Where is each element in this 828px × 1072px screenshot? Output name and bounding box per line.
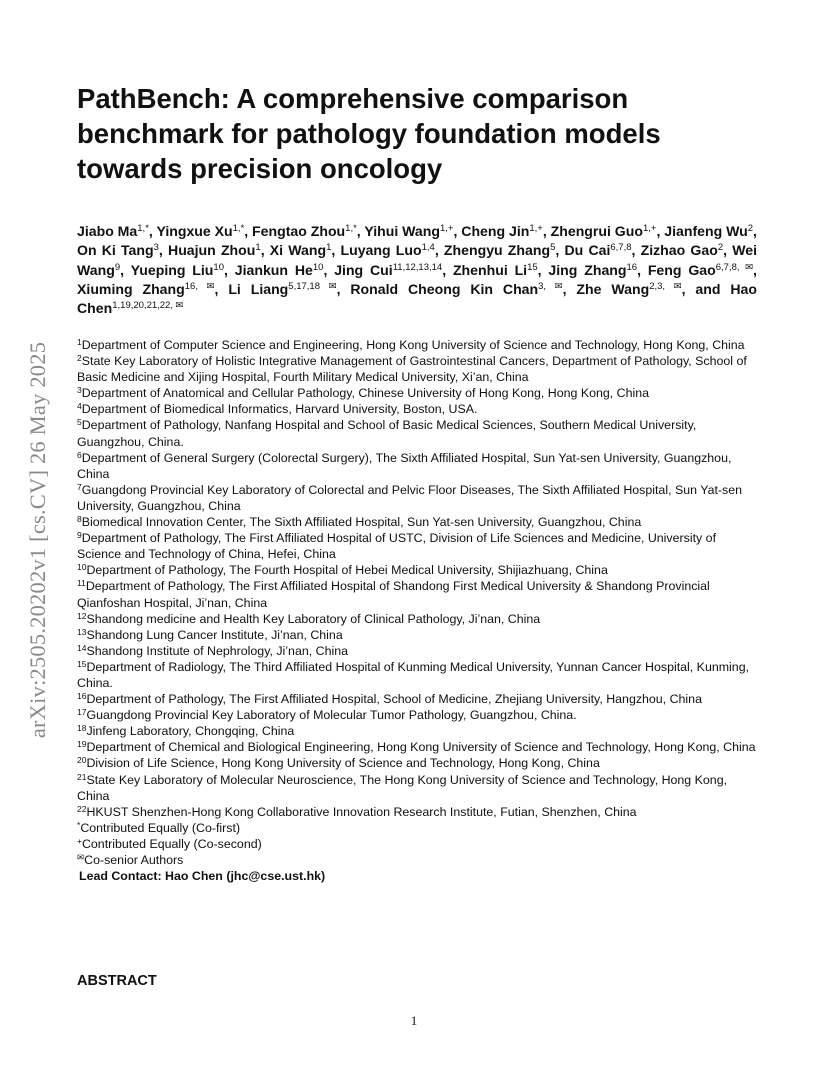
author-affiliation-marker: 6,7,8 [610, 242, 632, 254]
abstract-heading: ABSTRACT [77, 973, 157, 989]
affiliation-item [77, 772, 757, 804]
author-affiliation-marker: 1 [326, 242, 332, 254]
affiliation-marker: 1 [77, 337, 82, 347]
author-name: Jiankun He [234, 261, 313, 278]
author [131, 262, 224, 278]
author [156, 223, 244, 239]
author-name: Wei Wang [77, 242, 758, 278]
affiliation-marker: 20 [77, 755, 87, 766]
affiliation-text: State Key Laboratory of Molecular Neuroscience, The Hong Kong University of Science and Technology, Hong Kong, China [77, 772, 728, 803]
author-name: Hao Chen [77, 280, 757, 317]
affiliation-item [77, 739, 757, 755]
affiliation-text: Department of Pathology, The Fourth Hospital of Hebei Medical University, Shijiazhuang, China [86, 563, 608, 578]
author [461, 223, 543, 239]
affiliation-list [77, 337, 757, 884]
author-name: Ronald Cheong Kin Chan [350, 280, 539, 297]
author [453, 262, 538, 278]
affiliation-item [77, 836, 757, 852]
author [548, 262, 637, 278]
author-affiliation-marker: 16, ✉ [184, 280, 215, 292]
author-name: Zhengrui Guo [550, 223, 643, 239]
affiliation-marker: 13 [77, 626, 87, 637]
author-name: Yueping Liu [130, 261, 214, 278]
affiliation-text: State Key Laboratory of Holistic Integrative Management of Gastrointestinal Cancers, Department of Pathology, School of Basic Medicine and Xijing Hospital, Fourth Military Medical University, Xi’an, China [77, 354, 747, 385]
affiliation-text: Shandong Lung Cancer Institute, Ji’nan, China [86, 627, 343, 642]
author-affiliation-marker: 2,3, ✉ [649, 280, 682, 292]
affiliation-item [77, 514, 757, 530]
author-name: Jianfeng Wu [664, 223, 748, 239]
affiliation-text: Department of Pathology, Nanfang Hospital and School of Basic Medical Sciences, Southern Medical University, Guangzhou, China. [77, 418, 697, 449]
affiliation-marker: ✉ [77, 852, 85, 862]
affiliation-text: Contributed Equally (Co-first) [80, 820, 241, 835]
author-affiliation-marker: 1,4 [421, 242, 435, 254]
affiliation-text: Co-senior Authors [84, 853, 184, 867]
author [564, 242, 631, 258]
affiliation-marker: 22 [77, 803, 87, 814]
author-name: Huajun Zhou [168, 242, 256, 259]
affiliation-item [77, 852, 757, 868]
arxiv-identifier-text: arXiv:2505.20202v1 [cs.CV] 26 May 2025 [25, 341, 50, 739]
author-affiliation-marker: 15 [527, 261, 538, 273]
affiliation-text: Department of Pathology, The First Affiliated Hospital of USTC, Division of Life Sciences and Medicine, University of Science and Technology of China, Hefei, China [77, 531, 717, 562]
author-affiliation-marker: 3 [153, 242, 159, 254]
author-name: Zhenhui Li [452, 261, 528, 278]
affiliation-marker: 2 [77, 353, 82, 364]
author-name: Jing Cui [334, 261, 393, 278]
affiliation-item [77, 578, 757, 610]
affiliation-marker: * [77, 819, 81, 830]
affiliation-text: Department of Chemical and Biological Engineering, Hong Kong University of Science and Technology, Hong Kong, China [86, 740, 756, 755]
affiliation-marker: 21 [77, 771, 87, 782]
author-name: Xiuming Zhang [77, 280, 185, 297]
affiliation-item [77, 385, 757, 401]
author [228, 281, 336, 297]
author-name: Jing Zhang [548, 261, 627, 278]
author-affiliation-marker: 1,+ [642, 223, 657, 234]
affiliation-text: Shandong Institute of Nephrology, Ji’nan, China [86, 643, 348, 658]
author-affiliation-marker: 1,* [345, 223, 357, 234]
author [576, 281, 681, 297]
affiliation-marker: 6 [77, 449, 82, 460]
affiliation-item [77, 820, 757, 836]
author-affiliation-marker: 1,19,20,21,22, ✉ [112, 300, 184, 312]
affiliation-text: Division of Life Science, Hong Kong University of Science and Technology, Hong Kong, China [86, 756, 600, 771]
affiliation-text: Department of Computer Science and Engineering, Hong Kong University of Science and Technology, Hong Kong, China [81, 338, 745, 352]
affiliation-text: Shandong medicine and Health Key Laboratory of Clinical Pathology, Ji’nan, China [86, 611, 541, 626]
affiliation-marker: 7 [77, 481, 82, 492]
author-name: Xi Wang [269, 242, 327, 259]
author-affiliation-marker: 9 [114, 261, 121, 273]
author-name: Zizhao Gao [640, 242, 718, 259]
author-name: Zhengyu Zhang [443, 242, 551, 259]
affiliation-marker: 18 [77, 723, 87, 734]
author-affiliation-marker: 2 [717, 242, 724, 254]
affiliation-item [77, 353, 757, 385]
affiliation-item [77, 659, 757, 691]
author-affiliation-marker: 1 [255, 242, 261, 254]
author [444, 242, 555, 258]
affiliation-marker: 4 [77, 401, 82, 412]
affiliation-item [77, 530, 757, 562]
affiliation-item [77, 804, 757, 820]
author-affiliation-marker: 3, ✉ [538, 280, 563, 292]
affiliation-text: Guangdong Provincial Key Laboratory of Molecular Tumor Pathology, Guangzhou, China. [86, 708, 577, 723]
affiliation-marker: 17 [77, 707, 87, 718]
author-affiliation-marker: 11,12,13,14 [392, 261, 443, 273]
author-name: On Ki Tang [77, 242, 154, 259]
affiliation-item [77, 611, 757, 627]
author [350, 281, 562, 297]
author-affiliation-marker: 1,* [137, 223, 149, 234]
author-affiliation-marker: 1,+ [439, 223, 454, 234]
affiliation-item [77, 627, 757, 643]
author [270, 242, 332, 258]
author-name: Yingxue Xu [156, 223, 233, 239]
affiliation-marker: 14 [77, 642, 87, 653]
author-list: Jiabo $Ma^{1,*}$, Yingxue $Xu^{1,*}$, Fengtao Zhou$^{1,*}$, Yihui Wang$^{1,+}$, Cheng Jin$^{1,+}$, Zhengrui Guo$^{1,+}$, Jianfeng Wu$^2$, On Ki Tang$^3$, Huajun Zhou$^1$, Xi Wang$^1$, Luyang Luo$^{1,4}$, Zhengyu Zhang$^5$, Du Cai$^{6,7,8}$, Zizhao Gao$^2$, Wei Wang$^9$, Yueping Liu$^{10}$, Jiankun He$^{10}$, Jing Cui$^{11,12,13,14}$, Zhenhui Li$^{15}$, Jing Zhang$^{16}$, Feng Gao$^{6,7,8, ✉}$, Xiuming Zhang$^{16, ✉}$, Li Liang$^{5,17,18 ✉}$, Ronald Cheong Kin Chan$^{3, ✉}$, Zhe Wang$^{2,3, ✉}$, and Hao Chen$^{1,19,20,21,22, ✉}$ [77, 223, 758, 317]
author-affiliation-marker: 2 [747, 223, 754, 234]
author-name: Yihui Wang [364, 223, 440, 239]
affiliation-item [77, 482, 757, 514]
author [364, 223, 453, 239]
lead-contact: Lead Contact: Hao Chen (jhc@cse.ust.hk) [79, 869, 326, 884]
author [648, 262, 753, 278]
arxiv-identifier-sidebar [23, 300, 53, 780]
author-name: Fengtao Zhou [252, 223, 346, 239]
author-name: Cheng Jin [461, 223, 530, 239]
affiliation-item [77, 723, 757, 739]
author-affiliation-marker: 16 [626, 261, 638, 273]
affiliation-text: Department of General Surgery (Colorectal Surgery), The Sixth Affiliated Hospital, Sun Yat-sen University, Guangzhou, China [77, 450, 732, 481]
affiliation-item [77, 417, 757, 449]
affiliation-text: Department of Anatomical and Cellular Pathology, Chinese University of Hong Kong, Hong Kong, China [81, 386, 650, 401]
affiliation-item [77, 691, 757, 707]
author [641, 242, 724, 258]
affiliation-marker: 12 [77, 610, 87, 621]
author [334, 262, 442, 278]
affiliation-marker: 11 [77, 578, 86, 589]
author [341, 242, 435, 258]
affiliation-item [77, 707, 757, 723]
author-name: Du Cai [564, 242, 611, 259]
author-name: Li Liang [228, 280, 289, 297]
author-name: Zhe Wang [576, 280, 650, 297]
affiliation-text: Contributed Equally (Co-second) [81, 836, 262, 851]
author-affiliation-marker: 5 [550, 242, 556, 254]
affiliation-text: Department of Pathology, The First Affiliated Hospital, School of Medicine, Zhejiang University, Hangzhou, China [86, 692, 702, 707]
affiliation-marker: 8 [77, 514, 82, 525]
author-affiliation-marker: 10 [312, 261, 324, 273]
affiliation-item [77, 755, 757, 771]
affiliation-marker: 16 [77, 691, 87, 702]
author-affiliation-marker: 10 [213, 261, 224, 273]
page-number: 1 [410, 1013, 418, 1028]
affiliation-marker: 5 [77, 417, 82, 428]
author-affiliation-marker: 1,* [232, 223, 245, 234]
author [77, 281, 215, 297]
author [77, 242, 159, 258]
affiliation-marker: 15 [77, 658, 87, 669]
affiliation-marker: 10 [77, 562, 87, 573]
affiliation-text: Biomedical Innovation Center, The Sixth Affiliated Hospital, Sun Yat-sen University, Guangzhou, China [81, 515, 642, 530]
affiliation-item [77, 337, 757, 353]
affiliation-text: Guangdong Provincial Key Laboratory of Colorectal and Pelvic Floor Diseases, The Sixth Affiliated Hospital, Sun Yat-sen University, Guangzhou, China [77, 482, 743, 513]
affiliation-text: Department of Pathology, The First Affiliated Hospital of Shandong First Medical University & Shandong Provincial Qianfoshan Hospital, Ji’nan, China [77, 579, 710, 610]
affiliation-text: Department of Biomedical Informatics, Harvard University, Boston, USA. [81, 402, 478, 417]
author-affiliation-marker: 5,17,18 ✉ [288, 280, 337, 292]
affiliation-marker: 9 [77, 530, 82, 541]
author-affiliation-marker: 6,7,8, ✉ [715, 261, 754, 273]
author-name: Luyang Luo [340, 242, 422, 259]
affiliation-item [77, 562, 757, 578]
author-name: Feng Gao [647, 261, 716, 278]
affiliation-item [77, 643, 757, 659]
author [168, 242, 261, 258]
affiliation-marker: + [77, 835, 82, 846]
affiliation-item [77, 450, 757, 482]
affiliation-text: Department of Radiology, The Third Affiliated Hospital of Kunming Medical University, Yunnan Cancer Hospital, Kunming, China. [77, 659, 750, 690]
affiliation-text: Jinfeng Laboratory, Chongqing, China [86, 724, 295, 739]
author [252, 223, 357, 239]
affiliation-item [77, 401, 757, 417]
author-affiliation-marker: 1,+ [529, 223, 543, 234]
paper-title: PathBench: A comprehensive comparison benchmark for pathology foundation models towards precision oncology [77, 83, 661, 184]
author [77, 223, 149, 239]
affiliation-marker: 19 [77, 739, 87, 750]
author [551, 223, 657, 239]
author-name: Jiabo Ma [77, 223, 138, 239]
author [664, 223, 753, 239]
affiliation-text: HKUST Shenzhen-Hong Kong Collaborative Innovation Research Institute, Futian, Shenzhen, China [86, 804, 637, 819]
affiliation-marker: 3 [77, 385, 82, 396]
author [235, 262, 324, 278]
